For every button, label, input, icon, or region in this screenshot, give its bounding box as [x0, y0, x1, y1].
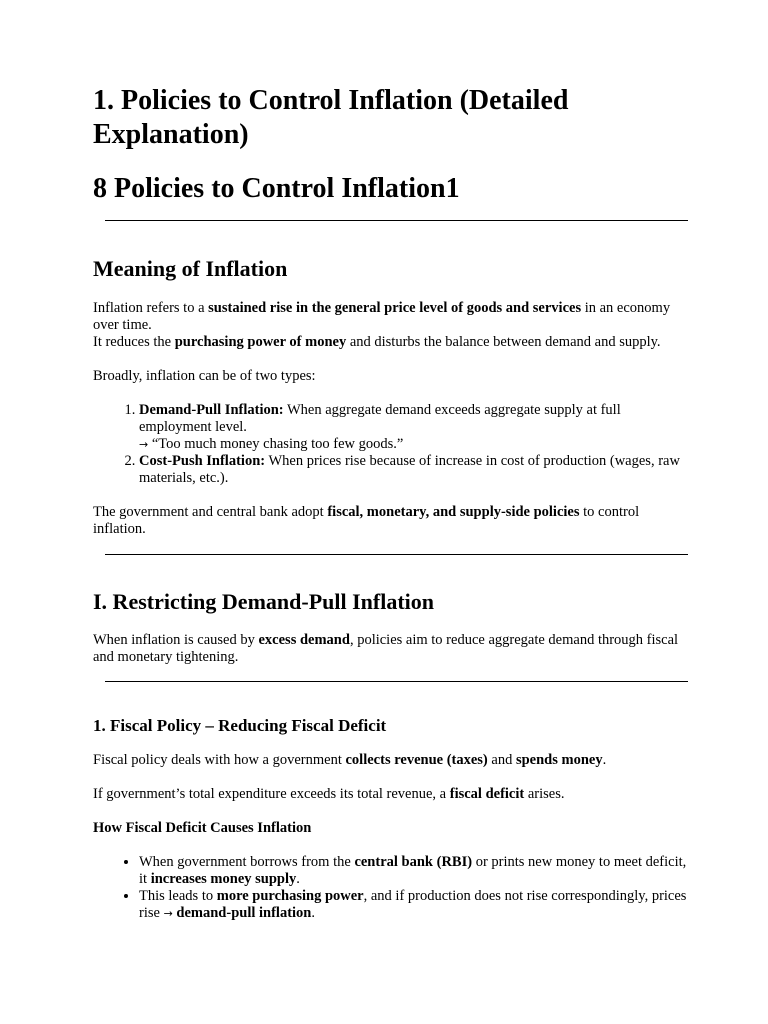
- paragraph-fiscal-deficit: [93, 786, 688, 803]
- bold-text: fiscal, monetary, and supply-side policies: [327, 504, 580, 520]
- text: Fiscal policy deals with how a government: [93, 752, 346, 768]
- arrow-right-icon: →: [139, 438, 149, 451]
- bold-text: more purchasing power: [216, 888, 364, 904]
- list-item: [139, 453, 688, 487]
- arrow-right-icon: →: [163, 907, 173, 920]
- document-page: [93, 84, 688, 922]
- text: arises.: [524, 786, 565, 802]
- text: When aggregate demand exceeds aggregate supply at full employment level.: [139, 402, 621, 435]
- divider: [105, 220, 688, 221]
- divider: [105, 554, 688, 555]
- paragraph-types-intro: Broadly, inflation can be of two types:: [93, 368, 316, 384]
- text: , and if production does not rise correspondingly, prices rise: [139, 888, 687, 921]
- bold-text: increases money supply: [150, 871, 297, 887]
- paragraph-definition: [93, 300, 688, 351]
- bold-text: purchasing power of money: [174, 334, 347, 350]
- text: .: [296, 871, 300, 887]
- text: and: [487, 752, 516, 768]
- text: The government and central bank adopt: [93, 504, 328, 520]
- list-item: [139, 402, 688, 453]
- text: Inflation refers to a: [93, 300, 209, 316]
- text: When prices rise because of increase in cost of production (wages, raw materials, etc.).: [139, 453, 680, 486]
- text: and disturbs the balance between demand and supply.: [346, 334, 661, 350]
- text: It reduces the: [93, 334, 175, 350]
- list-item: [139, 854, 688, 888]
- text: .: [311, 905, 315, 921]
- text: in an economy over time.: [93, 300, 671, 333]
- deficit-causes-list: [93, 854, 688, 922]
- bold-text: fiscal deficit: [449, 786, 525, 802]
- text: When inflation is caused by: [93, 632, 259, 648]
- bold-text: demand-pull inflation: [172, 905, 312, 921]
- text: .: [602, 752, 607, 768]
- document-title: 1. Policies to Control Inflation (Detailed Explanation): [93, 85, 569, 150]
- paragraph-fiscal-definition: [93, 752, 688, 769]
- inflation-types-list: [93, 402, 688, 487]
- text: When government borrows from the: [139, 854, 355, 870]
- section-heading-demand-pull: I. Restricting Demand-Pull Inflation: [93, 589, 434, 614]
- bold-text: sustained rise in the general price level of goods and services: [208, 300, 582, 316]
- quote-text: “Too much money chasing too few goods.”: [148, 436, 404, 452]
- bold-text: excess demand: [258, 632, 350, 648]
- text: or prints new money to meet deficit, it: [139, 854, 687, 887]
- list-item: [139, 888, 688, 922]
- text: If government’s total expenditure exceeds its total revenue, a: [93, 786, 450, 802]
- paragraph-policies-intro: [93, 504, 688, 538]
- bold-text: collects revenue (taxes): [345, 752, 488, 768]
- paragraph-demand-pull: [93, 632, 688, 666]
- minor-heading-deficit-causes: How Fiscal Deficit Causes Inflation: [93, 820, 312, 836]
- text: This leads to: [139, 888, 217, 904]
- text: , policies aim to reduce aggregate demand through fiscal and monetary tightening.: [93, 632, 679, 665]
- bold-text: Demand-Pull Inflation:: [139, 402, 284, 418]
- bold-text: central bank (RBI): [354, 854, 473, 870]
- bold-text: Cost-Push Inflation:: [139, 453, 266, 469]
- divider: [105, 681, 688, 682]
- bold-text: spends money: [515, 752, 603, 768]
- section-heading-meaning: Meaning of Inflation: [93, 256, 288, 281]
- document-subtitle: 8 Policies to Control Inflation1: [93, 173, 460, 204]
- subsection-heading-fiscal: 1. Fiscal Policy – Reducing Fiscal Deficit: [93, 716, 387, 735]
- text: to control inflation.: [93, 504, 640, 537]
